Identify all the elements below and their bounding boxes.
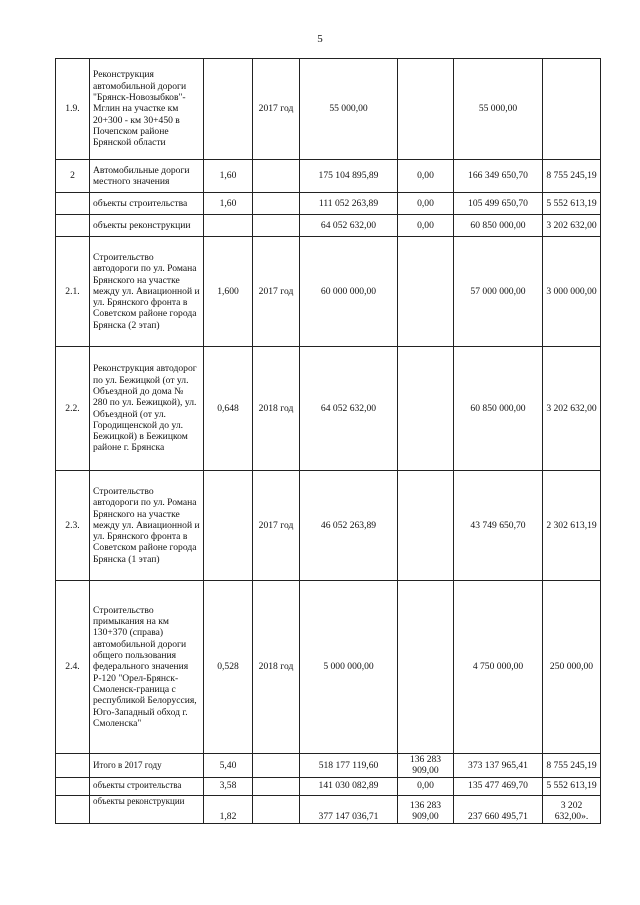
commission-year-cell: 2018 год [253,581,300,754]
table-row [56,347,601,471]
total-cost-cell: 64 052 632,00 [300,347,398,471]
row-number-cell [56,777,90,795]
local-funds-cell: 8 755 245,19 [543,754,601,778]
commission-year-cell: 2017 год [253,59,300,160]
federal-funds-cell: 0,00 [398,777,454,795]
table-row [56,59,601,160]
commission-year-cell [253,754,300,778]
local-funds-cell: 5 552 613,19 [543,193,601,215]
regional-funds-cell: 57 000 000,00 [454,237,543,347]
local-funds-cell: 2 302 613,19 [543,471,601,581]
row-number-cell [56,193,90,215]
object-name-cell: Строительство автодороги по ул. Романа Брянского на участке между ул. Авиационной и ул. Брянского фронта в Советском районе города Брянска (2 этап) [90,237,204,347]
regional-funds-cell: 237 660 495,71 [454,795,543,823]
local-funds-cell: 5 552 613,19 [543,777,601,795]
federal-funds-cell: 136 283 909,00 [398,795,454,823]
local-funds-cell [543,59,601,160]
row-number-cell [56,795,90,823]
financing-table [55,58,601,824]
row-number-cell: 1.9. [56,59,90,160]
object-name-cell: Реконструкция автодорог по ул. Бежицкой (от ул. Объездной до дома № 280 по ул. Бежицкой), ул. Объездной (от ул. Городищенской до ул. Бежицкой) в Бежицком районе г. Брянска [90,347,204,471]
commission-year-cell [253,795,300,823]
total-cost-cell: 377 147 036,71 [300,795,398,823]
federal-funds-cell: 136 283 909,00 [398,754,454,778]
commission-year-cell: 2017 год [253,471,300,581]
length-km-cell: 3,58 [204,777,253,795]
total-cost-cell: 111 052 263,89 [300,193,398,215]
object-name-cell: объекты строительства [90,193,204,215]
length-km-cell [204,215,253,237]
table-row [56,795,601,823]
total-cost-cell: 60 000 000,00 [300,237,398,347]
table-row [56,754,601,778]
commission-year-cell [253,215,300,237]
row-number-cell: 2.2. [56,347,90,471]
length-km-cell [204,471,253,581]
length-km-cell: 1,60 [204,160,253,193]
length-km-cell [204,59,253,160]
table-row [56,215,601,237]
regional-funds-cell: 55 000,00 [454,59,543,160]
table-row [56,471,601,581]
table-row [56,193,601,215]
length-km-cell: 0,648 [204,347,253,471]
length-km-cell: 0,528 [204,581,253,754]
local-funds-cell: 8 755 245,19 [543,160,601,193]
regional-funds-cell: 43 749 650,70 [454,471,543,581]
regional-funds-cell: 166 349 650,70 [454,160,543,193]
object-name-cell: Строительство автодороги по ул. Романа Брянского на участке между ул. Авиационной и ул. Брянского фронта в Советском районе города Брянска (1 этап) [90,471,204,581]
federal-funds-cell: 0,00 [398,215,454,237]
commission-year-cell: 2017 год [253,237,300,347]
table-row [56,160,601,193]
regional-funds-cell: 373 137 965,41 [454,754,543,778]
regional-funds-cell: 135 477 469,70 [454,777,543,795]
total-cost-cell: 518 177 119,60 [300,754,398,778]
commission-year-cell [253,193,300,215]
row-number-cell: 2.4. [56,581,90,754]
length-km-cell: 1,60 [204,193,253,215]
federal-funds-cell [398,237,454,347]
local-funds-cell: 3 202 632,00». [543,795,601,823]
length-km-cell: 1,82 [204,795,253,823]
object-name-cell: Автомобильные дороги местного значения [90,160,204,193]
local-funds-cell: 3 000 000,00 [543,237,601,347]
local-funds-cell: 250 000,00 [543,581,601,754]
page-number: 5 [317,33,323,45]
row-number-cell: 2 [56,160,90,193]
total-cost-cell: 5 000 000,00 [300,581,398,754]
row-number-cell [56,215,90,237]
federal-funds-cell [398,581,454,754]
commission-year-cell: 2018 год [253,347,300,471]
table-row [56,237,601,347]
commission-year-cell [253,160,300,193]
total-cost-cell: 46 052 263,89 [300,471,398,581]
row-number-cell: 2.1. [56,237,90,347]
object-name-cell: Реконструкция автомобильной дороги "Брянск-Новозыбков"-Мглин на участке км 20+300 - км 30+450 в Почепском районе Брянской области [90,59,204,160]
total-cost-cell: 141 030 082,89 [300,777,398,795]
row-number-cell: 2.3. [56,471,90,581]
row-number-cell [56,754,90,778]
table-row [56,777,601,795]
federal-funds-cell: 0,00 [398,193,454,215]
federal-funds-cell [398,471,454,581]
total-cost-cell: 64 052 632,00 [300,215,398,237]
length-km-cell: 1,600 [204,237,253,347]
object-name-cell: объекты реконструкции [90,215,204,237]
object-name-cell: Строительство примыкания на км 130+370 (справа) автомобильной дороги общего пользования федерального значения Р-120 "Орел-Брянск-Смоленск-граница с республикой Белоруссия, Юго-Западный обход г. Смоленска" [90,581,204,754]
object-name-cell: объекты строительства [90,777,204,795]
local-funds-cell: 3 202 632,00 [543,215,601,237]
regional-funds-cell: 60 850 000,00 [454,347,543,471]
length-km-cell: 5,40 [204,754,253,778]
total-cost-cell: 175 104 895,89 [300,160,398,193]
commission-year-cell [253,777,300,795]
regional-funds-cell: 105 499 650,70 [454,193,543,215]
federal-funds-cell [398,59,454,160]
federal-funds-cell: 0,00 [398,160,454,193]
federal-funds-cell [398,347,454,471]
local-funds-cell: 3 202 632,00 [543,347,601,471]
object-name-cell: объекты реконструкции [90,795,204,823]
regional-funds-cell: 60 850 000,00 [454,215,543,237]
total-cost-cell: 55 000,00 [300,59,398,160]
object-name-cell: Итого в 2017 году [90,754,204,778]
table-row [56,581,601,754]
regional-funds-cell: 4 750 000,00 [454,581,543,754]
